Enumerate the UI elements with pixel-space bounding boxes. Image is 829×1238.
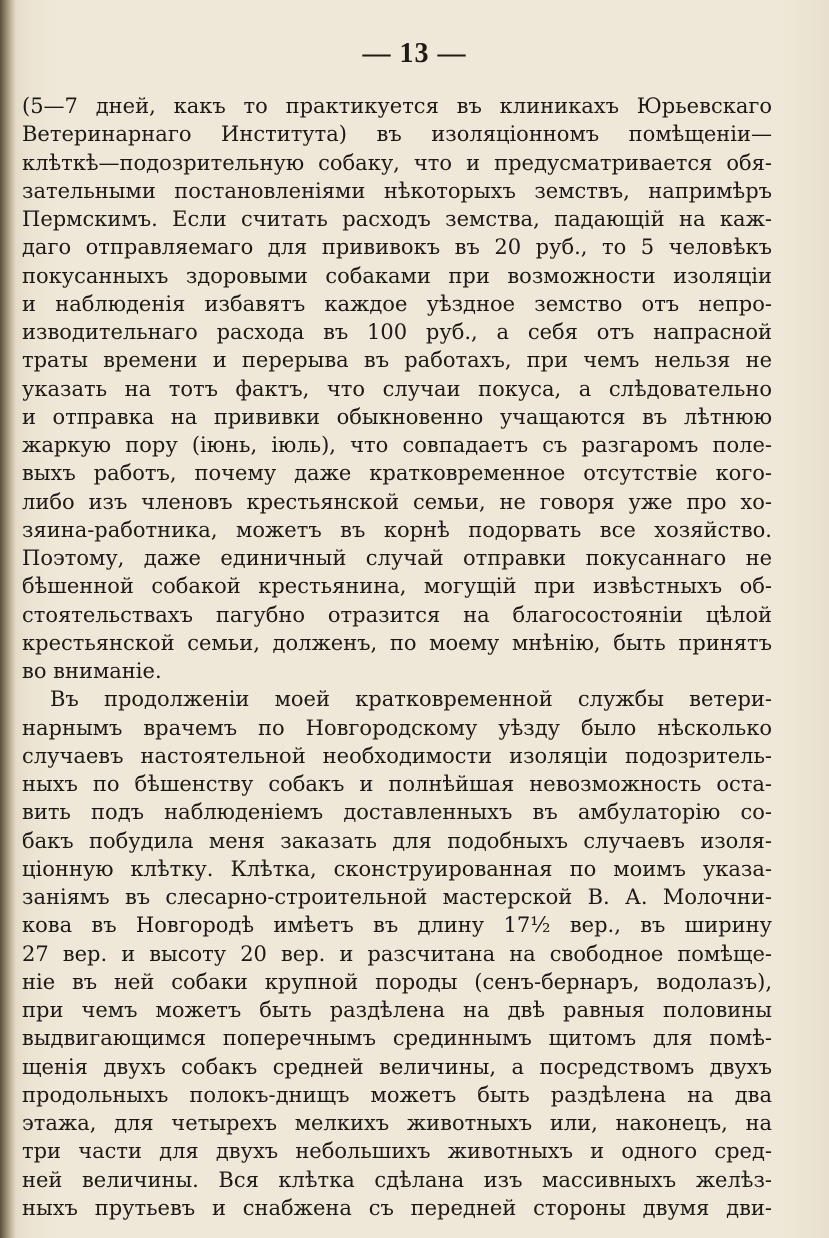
text-line: либо изъ членовъ крестьянской семьи, не говоря уже про хо- (22, 489, 772, 514)
text-line: Въ продолженіи моей кратковременной службы ветери- (50, 687, 772, 712)
text-line: ціонную клѣтку. Клѣтка, сконструированная по моимъ указа- (22, 856, 772, 881)
text-line: нарнымъ врачемъ по Новгородскому уѣзду было нѣсколько (22, 715, 772, 740)
text-line: Пермскимъ. Если считать расходъ земства, падающій на каж- (22, 207, 772, 231)
text-line: зательными постановленіями нѣкоторыхъ земствъ, напримѣръ (22, 178, 772, 203)
text-line: продольныхъ полокъ-днищъ можетъ быть раздѣлена на два (22, 1082, 772, 1107)
text-line: (5—7 дней, какъ то практикуется въ клиникахъ Юрьевскаго (22, 94, 772, 118)
text-line: даго отправляемаго для прививокъ въ 20 руб., то 5 человѣкъ (22, 235, 772, 260)
text-line: случаевъ настоятельной необходимости изоляціи подозритель- (22, 743, 772, 768)
text-line: кова въ Новгородѣ имѣетъ въ длину 17½ вер., въ ширину (22, 913, 772, 938)
text-line: щенія двухъ собакъ средней величины, а посредствомъ двухъ (22, 1054, 772, 1079)
text-line: ныхъ прутьевъ и снабжена съ передней стороны двумя дви- (22, 1195, 772, 1220)
text-line: траты времени и перерыва въ работахъ, при чемъ нельзя не (22, 348, 772, 373)
text-line: жаркую пору (іюнь, іюль), что совпадаетъ съ разгаромъ поле- (22, 433, 772, 457)
text-line: выдвигающимся поперечнымъ срединнымъ щитомъ для помѣ- (22, 1026, 772, 1051)
text-line: 27 вер. и высоту 20 вер. и разсчитана на свободное помѣще- (22, 941, 772, 966)
page-number: — 13 — (362, 38, 467, 69)
text-line: три части для двухъ небольшихъ животныхъ и одного сред- (22, 1139, 772, 1164)
text-line: ныхъ по бѣшенству собакъ и полнѣйшая невозможность оста- (22, 772, 772, 796)
text-line: Ветеринарнаго Института) въ изоляціонномъ помѣщеніи— (22, 122, 772, 147)
binding-edge-shadow (0, 0, 16, 1238)
text-line: бакъ побудила меня заказать для подобныхъ случаевъ изоля- (22, 828, 772, 853)
text-line: ней величины. Вся клѣтка сдѣлана изъ массивныхъ желѣз- (22, 1167, 772, 1192)
text-line: покусанныхъ здоровыми собаками при возможности изоляціи (22, 263, 772, 288)
text-line: стоятельствахъ пагубно отразится на благосостояніи цѣлой (22, 602, 772, 627)
text-line: выхъ работъ, почему даже кратковременное отсутствіе кого- (22, 461, 772, 486)
text-line: ніе въ ней собаки крупной породы (сенъ-бернаръ, водолазъ), (22, 969, 772, 994)
text-line: и отправка на прививки обыкновенно учащаются въ лѣтнюю (22, 404, 772, 429)
text-line: клѣткѣ—подозрительную собаку, что и предусматривается обя- (22, 150, 772, 175)
text-line: бѣшенной собакой крестьянина, могущій при извѣстныхъ об- (22, 574, 772, 599)
text-line: указать на тотъ фактъ, что случаи покуса, а слѣдовательно (22, 376, 772, 401)
text-line: и наблюденія избавятъ каждое уѣздное земство отъ непро- (22, 291, 772, 316)
text-line: заніямъ въ слесарно-строительной мастерской В. А. Молочни- (22, 885, 772, 909)
text-line: вить подъ наблюденіемъ доставленныхъ въ амбулаторію со- (22, 800, 772, 825)
text-line: этажа, для четырехъ мелкихъ животныхъ или, наконецъ, на (22, 1111, 772, 1135)
text-line: крестьянской семьи, долженъ, по моему мнѣнію, быть принятъ (22, 630, 772, 655)
text-line: при чемъ можетъ быть раздѣлена на двѣ равныя половины (22, 998, 772, 1022)
text-line: зяина-работника, можетъ въ корнѣ подорвать все хозяйство. (22, 517, 772, 542)
text-line: изводительнаго расхода въ 100 руб., а себя отъ напрасной (22, 320, 772, 344)
text-line: Поэтому, даже единичный случай отправки покусаннаго не (22, 546, 772, 570)
body-text (22, 92, 772, 1222)
text-line: во вниманіе. (22, 659, 162, 683)
